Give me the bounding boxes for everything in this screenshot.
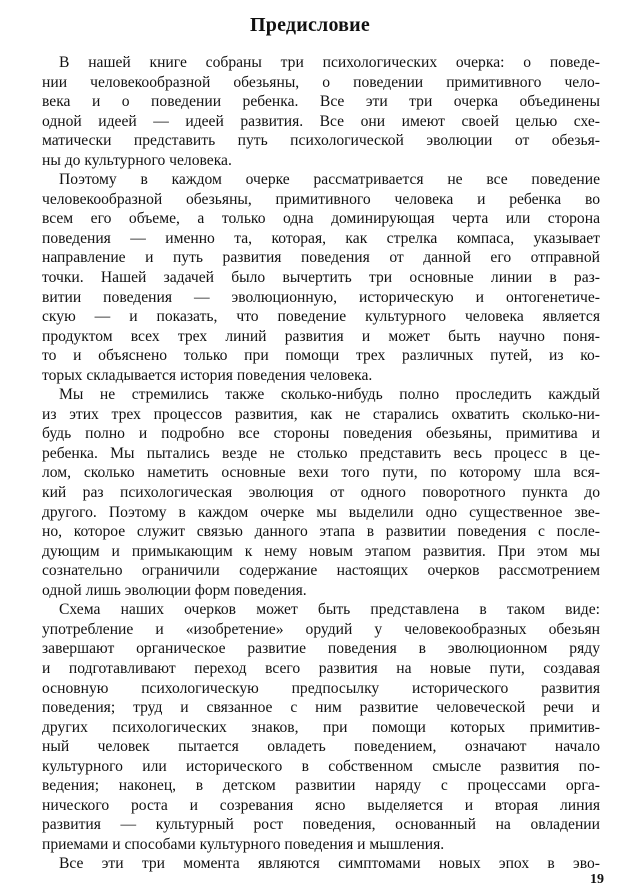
text-line: века и о поведении ребенка. Все эти три очерка объединены <box>42 93 600 111</box>
text-line: дующим и примыкающим к нему новым этапом развития. При этом мы <box>42 542 600 560</box>
text-line: матически представить путь психологической эволюции от обезья- <box>42 132 600 150</box>
page-number: 19 <box>590 872 604 887</box>
text-line: то и объяснено только при помощи трех различных путей, из ко- <box>42 347 600 365</box>
text-line: ведения; наконец, в детском развитии наряду с процессами орга- <box>42 777 600 795</box>
text-line: человекообразной обезьяны, примитивного человека и ребенка во <box>42 190 600 208</box>
text-line: другого. Поэтому в каждом очерке мы выделили одно существенное зве- <box>42 503 600 521</box>
page-title: Предисловие <box>250 14 370 36</box>
text-line: приемами и способами культурного поведения и мышления. <box>42 835 445 853</box>
text-line: поведения — именно та, которая, как стрелка компаса, указывает <box>42 229 600 247</box>
text-line: лом, сколько наметить основные вехи того пути, по которому шла вся- <box>42 464 600 482</box>
text-line: Все эти три момента являются симптомами новых эпох в эво- <box>59 855 600 873</box>
text-line: других психологических знаков, при помощи которых примитив- <box>42 718 600 736</box>
text-line: скую — и показать, что поведение культурного человека является <box>42 308 600 326</box>
text-line: развития — культурный рост поведения, основанный на овладении <box>42 816 600 834</box>
text-line: нии человекообразной обезьяны, о поведении примитивного чело- <box>42 73 600 91</box>
paragraph <box>42 53 600 170</box>
text-line: всем его объеме, а только одна доминирующая черта или сторона <box>42 210 600 228</box>
text-line: но, которое служит связью данного этапа в развитии поведения с после- <box>42 523 600 541</box>
text-line: сознательно ограничили содержание настоящих очерков рассмотрением <box>42 562 600 580</box>
text-line: употребление и «изобретение» орудий у человекообразных обезьян <box>42 620 600 638</box>
text-line: из этих трех процессов развития, как не старались охватить сколько-ни- <box>42 405 600 423</box>
text-line: ребенка. Мы пытались везде не столько представить весь процесс в це- <box>42 444 600 462</box>
text-line: Мы не стремились также сколько-нибудь полно проследить каждый <box>59 386 600 404</box>
text-line: продуктом всех трех линий развития и может быть научно поня- <box>42 327 600 345</box>
text-line: основную психологическую предпосылку исторического развития <box>42 679 600 697</box>
text-line: Схема наших очерков может быть представлена в таком виде: <box>59 601 600 619</box>
text-line: завершают органическое развитие поведения в эволюционном ряду <box>42 640 600 658</box>
text-line: одной лишь эволюции форм поведения. <box>42 581 307 599</box>
text-line: культурного или исторического в собственном смысле развития по- <box>42 757 600 775</box>
text-line: Поэтому в каждом очерке рассматривается не все поведение <box>59 171 600 189</box>
text-line: ный человек пытается овладеть поведением, означают начало <box>42 738 600 756</box>
text-line: и подготавливают переход всего развития на новые пути, создавая <box>42 659 600 677</box>
text-body <box>42 53 600 874</box>
text-line: точки. Нашей задачей было вычертить три основные линии в раз- <box>42 269 600 287</box>
text-line: ны до культурного человека. <box>42 151 232 169</box>
text-line: одной идеей — идеей развития. Все они имеют своей целью схе- <box>42 112 600 130</box>
text-line: торых складывается история поведения человека. <box>42 366 373 384</box>
text-line: кий раз психологическая эволюция от одного поворотного пункта до <box>42 484 600 502</box>
text-line: поведения; труд и связанное с ним развитие человеческой речи и <box>42 699 600 717</box>
paragraph <box>42 854 600 874</box>
text-line: нического роста и созревания ясно выделяется и вторая линия <box>42 796 600 814</box>
paragraph <box>42 170 600 385</box>
paragraph <box>42 600 600 854</box>
text-line: В нашей книге собраны три психологических очерка: о поведе- <box>59 54 600 71</box>
paragraph <box>42 385 600 600</box>
text-line: витии поведения — эволюционную, историческую и онтогенетиче- <box>42 288 600 306</box>
text-line: будь полно и подробно все стороны поведения обезьяны, примитива и <box>42 425 600 443</box>
text-line: направление и путь развития поведения от данной его отправной <box>42 249 600 267</box>
